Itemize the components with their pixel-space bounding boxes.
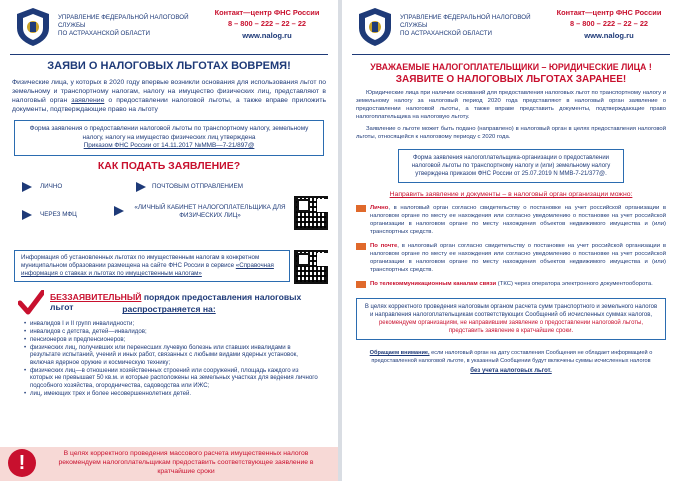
org-line1: УПРАВЛЕНИЕ ФЕДЕРАЛЬНОЙ НАЛОГОВОЙ СЛУЖБЫ bbox=[58, 14, 189, 29]
header-divider bbox=[352, 54, 670, 55]
header bbox=[0, 0, 338, 58]
arrow-icon bbox=[136, 182, 146, 192]
service-info-box: Информация об установленных льготах по имущественным налогам в конкретном муниципальном образовании размещена на сайте ФНС России в сервисе «Справочная информация о ставках и льготах по имущественным налогам» bbox=[14, 250, 290, 283]
paragraph: Юридические лица при наличии оснований для предоставления налоговых льгот по транспортному налогу и земельному налогу за налоговый период 2020 года представляют в налоговый орган заявление о предоставлении налоговой льготы, а также вправе представить документы, подтверждающие право налогоплательщика на налоговую льготу. bbox=[356, 90, 666, 120]
service-link[interactable]: «Справочная информация о ставках и льготах по имущественным налогам» bbox=[21, 261, 274, 278]
org-line2: ПО АСТРАХАНСКОЙ ОБЛАСТИ bbox=[58, 30, 150, 37]
fns-emblem-icon bbox=[356, 6, 394, 48]
mode-personal: Лично, в налоговый орган согласно свидетельству о постановке на учет российской организации в налоговом органе по месту ее нахождения или согласно уведомлению о постановке на учет российской организации в налоговом органе по месту нахождения объектов недвижимого имущества и (или) транспортных средств. bbox=[356, 204, 666, 236]
exclamation-icon: ! bbox=[8, 449, 36, 477]
contact-block bbox=[208, 8, 326, 40]
qr-code-icon[interactable] bbox=[294, 250, 328, 284]
site-link[interactable]: www.nalog.ru bbox=[242, 31, 292, 40]
list-item: • физических лиц, получивших или перенесших лучевую болезнь или ставших инвалидами в результате испытаний, учений и иных работ, связанных с любыми видами ядерных установок, включая ядерное оружие и космическую технику; bbox=[24, 344, 322, 367]
phone-number[interactable]: 8 – 800 – 222 – 22 – 22 bbox=[569, 19, 649, 28]
mode-mail: По почте, в налоговый орган согласно свидетельству о постановке на учет российской организации в налоговом органе по месту ее нахождения или согласно уведомлению о постановке на учет российской организации в налоговом органе по месту нахождения объектов недвижимого имущества и (или) транспортных средств. bbox=[356, 242, 666, 274]
notice-subtitle: распространяется на: bbox=[122, 304, 216, 315]
org-line1: УПРАВЛЕНИЕ ФЕДЕРАЛЬНОЙ НАЛОГОВОЙ СЛУЖБЫ bbox=[400, 14, 531, 29]
recommendation-banner bbox=[0, 447, 338, 481]
paragraph: Заявление о льготе может быть подано (направлено) в налоговый орган в целях предоставления налоговой льготы, относящейся к налоговому периоду с 2020 года. bbox=[356, 126, 666, 140]
qr-code-icon[interactable] bbox=[294, 196, 328, 230]
orange-marker-icon bbox=[356, 205, 366, 212]
orange-marker-icon bbox=[356, 243, 366, 250]
arrow-icon bbox=[22, 210, 32, 220]
way-mfc: ЧЕРЕЗ МФЦ bbox=[40, 210, 77, 218]
list-item: • пенсионеров и предпенсионеров; bbox=[24, 336, 322, 344]
ways-block bbox=[0, 174, 338, 246]
way-mail: ПОЧТОВЫМ ОТПРАВЛЕНИЕМ bbox=[152, 182, 243, 190]
notice-heading: БЕЗЗАЯВИТЕЛЬНЫЙ порядок предоставления налоговых льгот распространяется на: bbox=[14, 290, 324, 318]
fns-emblem-icon bbox=[14, 6, 52, 48]
org-line2: ПО АСТРАХАНСКОЙ ОБЛАСТИ bbox=[400, 30, 492, 37]
list-item: • физических лиц—в отношении хозяйственных строений или сооружений, площадь каждого из которых не превышает 50 кв.м. и которые расположены на земельных участках для ведения личного подсобного хозяйства, огородничества, садоводства или ИЖС; bbox=[24, 367, 322, 390]
header bbox=[342, 0, 680, 58]
list-item: • инвалидов с детства, детей—инвалидов; bbox=[24, 328, 322, 336]
contact-title: Контакт—центр ФНС России bbox=[556, 8, 662, 17]
page-subtitle: ЗАЯВИТЕ О НАЛОГОВЫХ ЛЬГОТАХ ЗАРАНЕЕ! bbox=[395, 74, 627, 85]
way-personal: ЛИЧНО bbox=[40, 182, 63, 190]
orange-marker-icon bbox=[356, 281, 366, 288]
no-benefit-note: без учета налоговых льгот. bbox=[470, 368, 552, 375]
how-to-apply-heading: КАК ПОДАТЬ ЗАЯВЛЕНИЕ? bbox=[97, 159, 241, 172]
right-leaflet bbox=[342, 0, 680, 481]
recommendation-text: В целях корректного проведения массового расчета имущественных налогов рекомендуем налогоплательщикам предоставить соответствующее заявление в кратчайшие сроки bbox=[58, 450, 314, 475]
beneficiary-list bbox=[24, 320, 322, 397]
arrow-icon bbox=[22, 182, 32, 192]
intro-paragraph: Физические лица, у которых в 2020 году впервые возникли основания для использования льгот по земельному и транспортному налогам, налогу на имущество физических лиц, представляют в налоговый орган заявление о предоставлении налоговой льготы, а также вправе приложить документы, подтверждающие право на льготу bbox=[12, 79, 326, 113]
form-info-box: Форма заявления о предоставлении налоговой льготы по транспортному налогу, земельному налогу, налогу на имущество физических лиц утверждена Приказом ФНС России от 14.11.2017 №ММВ—7-21/897@ bbox=[14, 120, 324, 156]
mode-tks: По телекоммуникационным каналам связи (ТКС) через оператора электронного документооборота. bbox=[356, 280, 666, 288]
contact-block bbox=[550, 8, 668, 40]
order-link[interactable]: Приказом ФНС России от 14.11.2017 №ММВ—7-21/897@ bbox=[83, 142, 255, 150]
header-divider bbox=[10, 54, 328, 55]
way-cabinet: «ЛИЧНЫЙ КАБИНЕТ НАЛОГОПЛАТЕЛЬЩИКА ДЛЯ ФИЗИЧЕСКИХ ЛИЦ» bbox=[134, 203, 286, 219]
recommendation-box: В целях корректного проведения налоговым органом расчета сумм транспортного и земельного налогов и направления налогоплательщикам соответствующих Сообщений об исчисленных суммах налогов, рекомендуем организациям, не направившим заявление о предоставлении налоговой льготы, представить заявление в кратчайшие сроки. bbox=[356, 298, 666, 340]
phone-number[interactable]: 8 – 800 – 222 – 22 – 22 bbox=[227, 19, 307, 28]
arrow-icon bbox=[114, 206, 124, 216]
ways-heading: Направить заявление и документы – в налоговый орган организации можно: bbox=[389, 191, 633, 198]
page-title: УВАЖАЕМЫЕ НАЛОГОПЛАТЕЛЬЩИКИ – ЮРИДИЧЕСКИЕ ЛИЦА ! bbox=[370, 62, 652, 72]
site-link[interactable]: www.nalog.ru bbox=[584, 31, 634, 40]
contact-title: Контакт—центр ФНС России bbox=[214, 8, 320, 17]
list-item: • лиц, имеющих трех и более несовершеннолетних детей. bbox=[24, 390, 322, 398]
left-leaflet bbox=[0, 0, 338, 481]
page-title: ЗАЯВИ О НАЛОГОВЫХ ЛЬГОТАХ ВОВРЕМЯ! bbox=[47, 60, 291, 72]
list-item: • инвалидов I и II групп инвалидности; bbox=[24, 320, 322, 328]
footnote: Обращаем внимание, если налоговый орган на дату составления Сообщения не обладает информацией о предоставленной налоговой льготе, в указанный Сообщении будут включены суммы исчисленных налогов bbox=[369, 350, 653, 364]
form-info-box: Форма заявления налогоплательщика-организации о предоставлении налоговой льготы по транспортному налогу и (или) земельному налогу утверждена приказом ФНС России от 25.07.2019 N ММВ-7-21/377@. bbox=[398, 149, 624, 183]
